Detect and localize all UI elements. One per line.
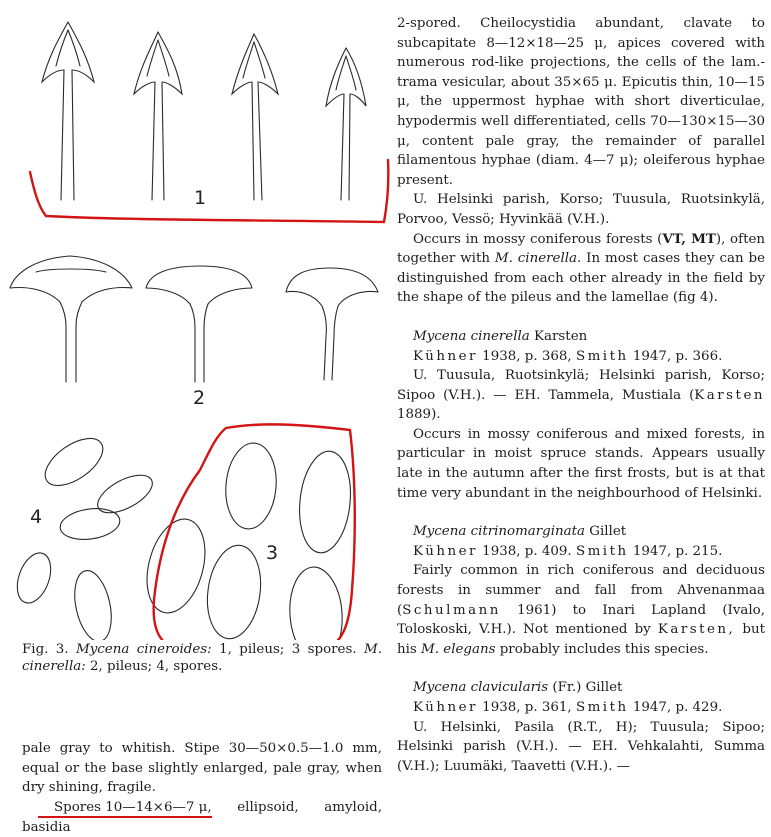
species-author-cinerella: Karsten (534, 329, 587, 344)
localities-cinerella (397, 366, 765, 425)
habitat-author: Schulmann (402, 603, 501, 618)
ref-text: 1947, p. 366. (629, 349, 723, 364)
figure-label-2: 2 (193, 387, 205, 409)
pileus-2a (10, 256, 132, 382)
habitat-cinerella: Occurs in mossy coniferous and mixed forests, in particular in moist spruce stands. Appears usually late in the autumn after the first frosts, but is at that time very abundant in the neighbourhood of Helsinki. (397, 425, 765, 503)
caption-text-2: 2, pileus; 4, spores. (86, 659, 223, 674)
ref-author-kuhner: Kühner (413, 700, 478, 715)
pileus-1a (42, 22, 94, 200)
annotation-loop-3 (154, 424, 355, 640)
habitat-text: 1961) to Inari Lapland (Ivalo, Toloskoski, V.H.). Not mentioned by (397, 603, 765, 638)
ref-author-kuhner: Kühner (413, 349, 478, 364)
pileus-2c (286, 268, 378, 380)
ecology-text-bold: VT, MT (662, 231, 715, 247)
habitat-text: Fairly common in rich coniferous and deciduous forests in summer and fall from Ahvenanmaa ( (397, 563, 765, 617)
microscopy-paragraph: 2-spored. Cheilocystidia abundant, clavate to subcapitate 8—12×18—25 μ, apices covered with numerous rod-like projections, the cells of the lam.-trama vesicular, about 35×65 μ. Epicutis thin, 10—15 μ, the uppermost hyphae with short diverticulae, hypodermis well differentiated, cells 70—130×15—30 μ, content pale gray, the remainder of parallel filamentous hyphae (diam. 4—7 μ); oleiferous hyphae present. (397, 14, 765, 190)
species-name-clavicularis: Mycena clavicularis (413, 680, 548, 695)
references-cinerella (397, 347, 765, 367)
habitat-species: M. elegans (421, 642, 495, 657)
figure-label-4: 4 (30, 506, 42, 528)
spores-4 (11, 429, 158, 640)
stipe-description: pale gray to whitish. Stipe 30—50×0.5—1.0 mm, equal or the base slightly enlarged, pale gray, when dry shining, fragile. (22, 739, 382, 798)
figure-label-3: 3 (266, 542, 278, 564)
loc-text: U. Tuusula, Ruotsinkylä; Helsinki parish, Korso; Sipoo (V.H.). — EH. Tammela, Mustiala ( (397, 368, 765, 403)
ref-author-smith: Smith (576, 544, 629, 559)
species-heading-clavicularis (397, 678, 765, 698)
figure-drawing (0, 0, 392, 640)
habitat-author: Karsten, (658, 622, 735, 637)
habitat-text: but his (397, 622, 765, 657)
spores-underlined: Spores 10—14×6—7 μ, (38, 800, 212, 818)
figure-label-1: 1 (194, 187, 206, 209)
species-heading-citrinomarginata (397, 522, 765, 542)
figure-3 (0, 0, 392, 640)
species-heading-cinerella (397, 327, 765, 347)
caption-fig-number: Fig. 3. (22, 642, 69, 657)
pileus-1d (326, 48, 366, 200)
loc-text: 1889). (397, 407, 441, 422)
species-name-cinerella: Mycena cinerella (413, 329, 530, 344)
loc-author: Karsten (694, 388, 765, 403)
ecology-species: M. cinerella. (495, 251, 581, 266)
ref-text: 1938, p. 409. (478, 544, 576, 559)
localities-clavicularis: U. Helsinki, Pasila (R.T., H); Tuusula; Sipoo; Helsinki parish (V.H.). — EH. Vehkalahti, Summa (V.H.); Luumäki, Taavetti (V.H.). — (397, 718, 765, 777)
spores-3 (137, 441, 355, 640)
pileus-2b (146, 266, 252, 382)
ref-author-kuhner: Kühner (413, 544, 478, 559)
ref-author-smith: Smith (576, 349, 629, 364)
spores-rest: ellipsoid, amyloid, basidia (22, 800, 382, 835)
caption-species-1: Mycena cineroides: (76, 642, 212, 657)
ecology-paragraph (397, 230, 765, 308)
localities-paragraph: U. Helsinki parish, Korso; Tuusula, Ruotsinkylä, Porvoo, Vessö; Hyvinkää (V.H.). (397, 190, 765, 229)
ref-author-smith: Smith (576, 700, 629, 715)
references-clavicularis (397, 698, 765, 718)
ref-text: 1938, p. 361, (478, 700, 576, 715)
habitat-text: probably includes this species. (495, 642, 708, 657)
references-citrinomarginata (397, 542, 765, 562)
species-author-citrinomarginata: Gillet (589, 524, 626, 539)
species-author-clavicularis: (Fr.) Gillet (552, 680, 622, 695)
ref-text: 1947, p. 429. (629, 700, 723, 715)
annotation-bracket-1 (30, 160, 388, 222)
right-column (397, 14, 765, 776)
caption-species-2: M. cinerella: (22, 642, 382, 674)
ecology-text-e: In most cases they can be distinguished from each other already in the field by the shape of the pileus and the lamellae (fig 4). (397, 251, 765, 305)
left-column (22, 739, 382, 837)
species-name-citrinomarginata: Mycena citrinomarginata (413, 524, 585, 539)
spores-description (22, 798, 382, 837)
caption-text-1: 1, pileus; 3 spores. (212, 642, 357, 657)
pileus-1b (134, 32, 182, 200)
ref-text: 1947, p. 215. (629, 544, 723, 559)
ecology-text-a: Occurs in mossy coniferous forests ( (413, 232, 662, 247)
ecology-text-c: ), often together with (397, 232, 765, 267)
habitat-citrinomarginata (397, 561, 765, 659)
figure-caption (22, 641, 382, 675)
ref-text: 1938, p. 368, (478, 349, 576, 364)
pileus-1c (232, 34, 278, 200)
